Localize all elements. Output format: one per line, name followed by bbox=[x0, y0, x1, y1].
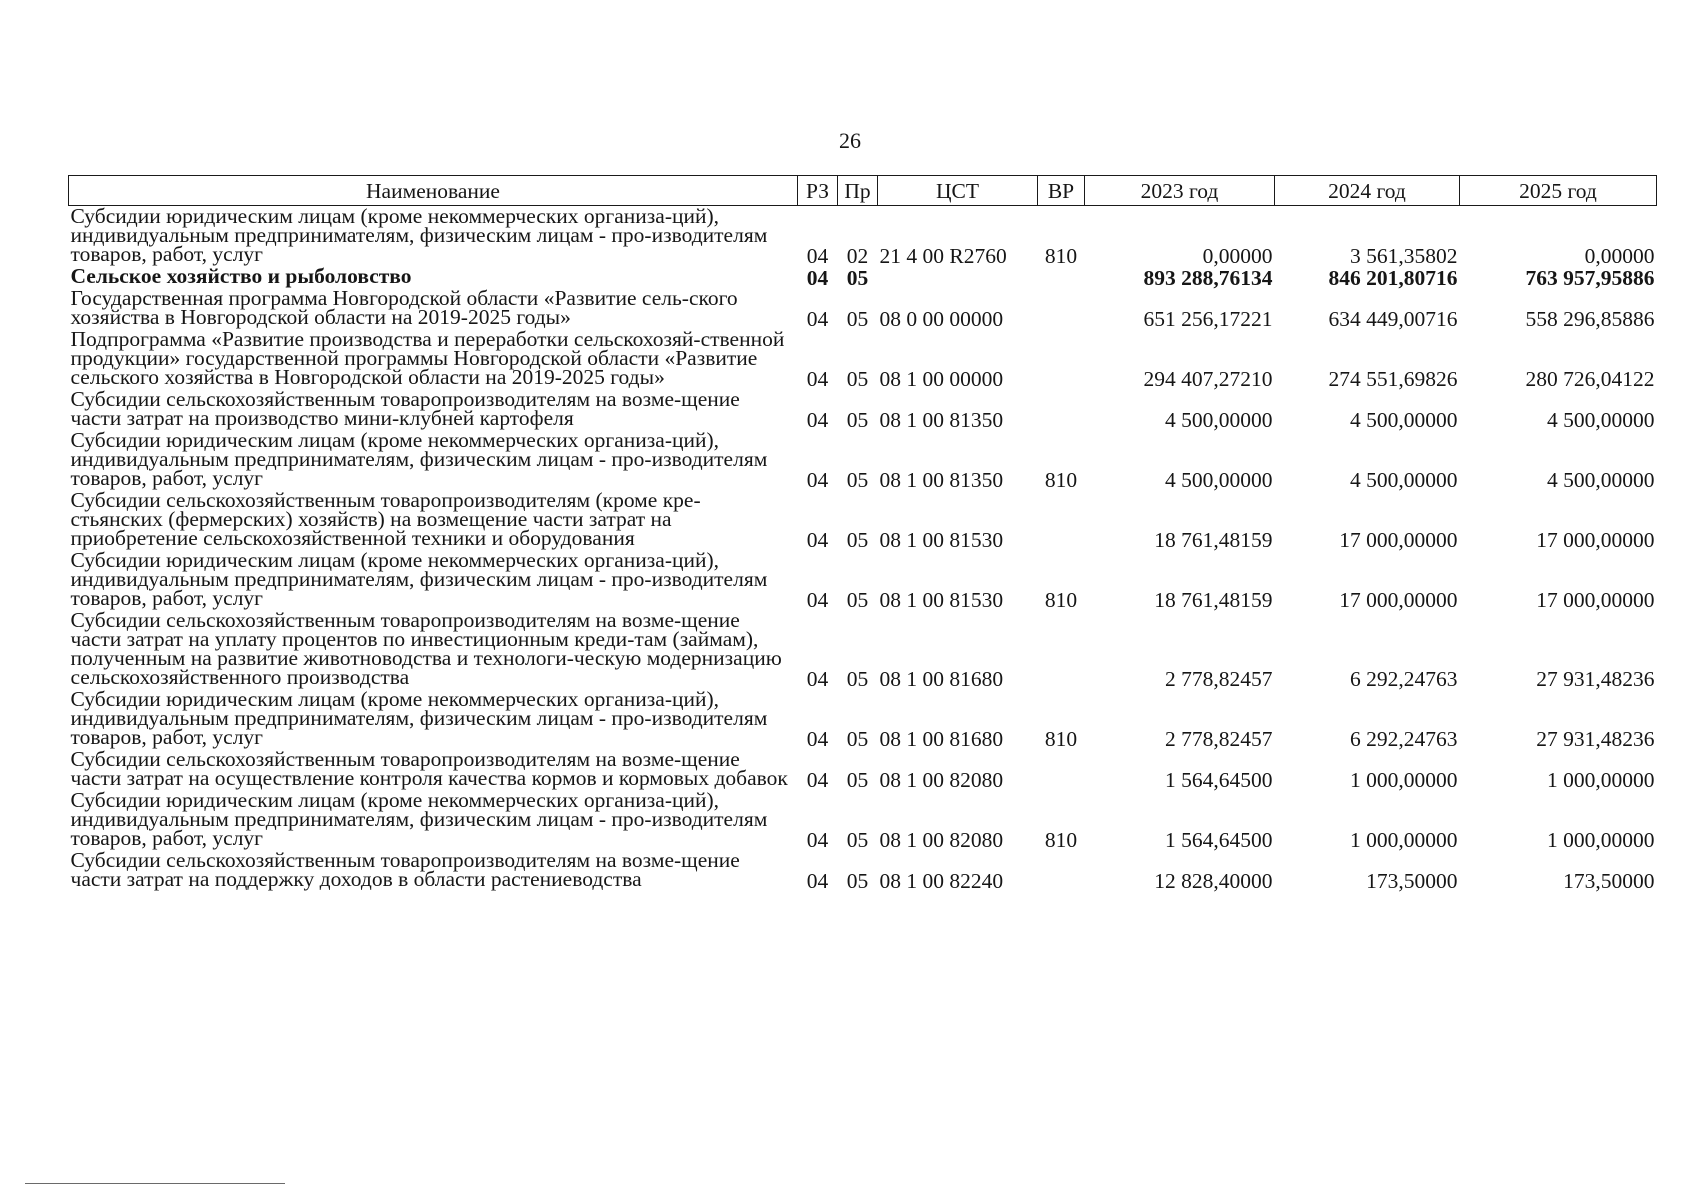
row-name: Субсидии сельскохозяйственным товаропроизводителям на возме-щение части затрат на поддержку доходов в области растениеводства bbox=[70, 848, 740, 891]
row-pr: 05 bbox=[846, 367, 869, 391]
row-pr: 05 bbox=[846, 528, 869, 552]
row-rz: 04 bbox=[806, 266, 829, 290]
row-pr: 05 bbox=[846, 768, 869, 792]
row-2024: 6 292,24763 bbox=[1350, 727, 1458, 751]
row-2023: 4 500,00000 bbox=[1165, 468, 1273, 492]
row-2024: 17 000,00000 bbox=[1339, 528, 1458, 552]
row-2023: 2 778,82457 bbox=[1165, 667, 1273, 691]
row-2024: 6 292,24763 bbox=[1350, 667, 1458, 691]
row-vr: 810 bbox=[1044, 244, 1078, 268]
row-pr: 02 bbox=[846, 244, 869, 268]
row-2025: 1 000,00000 bbox=[1547, 768, 1655, 792]
row-pr: 05 bbox=[846, 828, 869, 852]
row-vr bbox=[1038, 490, 1085, 550]
header-vr: ВР bbox=[1038, 176, 1085, 206]
row-cst: 08 1 00 81680 bbox=[879, 727, 1004, 751]
row-2024: 1 000,00000 bbox=[1350, 768, 1458, 792]
row-vr bbox=[1038, 288, 1085, 329]
row-name: Субсидии юридическим лицам (кроме некоммерческих организа-ций), индивидуальным предпринимателям, физическим лицам - про-изводителям товаров, работ, услуг bbox=[70, 204, 768, 266]
row-vr: 810 bbox=[1044, 588, 1078, 612]
header-pr: Пр bbox=[838, 176, 878, 206]
table-body bbox=[69, 206, 1657, 892]
row-rz: 04 bbox=[806, 307, 829, 331]
row-name: Субсидии сельскохозяйственным товаропроизводителям на возме-щение части затрат на производство мини-клубней картофеля bbox=[70, 387, 740, 430]
row-2023: 893 288,76134 bbox=[1143, 266, 1273, 290]
row-2025: 27 931,48236 bbox=[1536, 727, 1655, 751]
row-cst: 08 1 00 82240 bbox=[879, 869, 1004, 893]
header-cst: ЦСТ bbox=[878, 176, 1038, 206]
row-rz: 04 bbox=[806, 528, 829, 552]
row-vr bbox=[1038, 266, 1085, 288]
row-name: Субсидии юридическим лицам (кроме некоммерческих организа-ций), индивидуальным предпринимателям, физическим лицам - про-изводителям товаров, работ, услуг bbox=[70, 788, 768, 850]
row-2023: 4 500,00000 bbox=[1165, 408, 1273, 432]
header-rz: РЗ bbox=[798, 176, 838, 206]
row-cst: 21 4 00 R2760 bbox=[879, 244, 1007, 268]
row-2024: 846 201,80716 bbox=[1328, 266, 1458, 290]
row-rz: 04 bbox=[806, 667, 829, 691]
row-rz: 04 bbox=[806, 869, 829, 893]
row-2025: 280 726,04122 bbox=[1525, 367, 1655, 391]
table-row bbox=[69, 610, 1657, 689]
table-row bbox=[69, 389, 1657, 430]
row-cst: 08 1 00 81530 bbox=[879, 528, 1004, 552]
row-2023: 2 778,82457 bbox=[1165, 727, 1273, 751]
row-pr: 05 bbox=[846, 468, 869, 492]
row-cst: 08 1 00 81350 bbox=[879, 468, 1004, 492]
row-vr bbox=[1038, 329, 1085, 389]
row-pr: 05 bbox=[846, 588, 869, 612]
row-pr: 05 bbox=[846, 869, 869, 893]
budget-table bbox=[68, 175, 1657, 891]
row-cst: 08 0 00 00000 bbox=[879, 307, 1004, 331]
row-2025: 173,50000 bbox=[1563, 869, 1655, 893]
footer-rule bbox=[25, 1183, 285, 1184]
row-vr bbox=[1038, 850, 1085, 891]
row-rz: 04 bbox=[806, 408, 829, 432]
header-name: Наименование bbox=[69, 176, 798, 206]
row-2023: 0,00000 bbox=[1202, 244, 1273, 268]
row-cst: 08 1 00 81680 bbox=[879, 667, 1004, 691]
row-2025: 0,00000 bbox=[1584, 244, 1655, 268]
row-2023: 12 828,40000 bbox=[1154, 869, 1273, 893]
row-name: Субсидии сельскохозяйственным товаропроизводителям (кроме кре-стьянских (фермерских) хозяйств) на возмещение части затрат на приобретение сельскохозяйственной техники и оборудования bbox=[70, 488, 701, 550]
table-row bbox=[69, 850, 1657, 891]
row-cst: 08 1 00 82080 bbox=[879, 768, 1004, 792]
row-2023: 1 564,64500 bbox=[1165, 768, 1273, 792]
row-vr bbox=[1038, 610, 1085, 689]
row-rz: 04 bbox=[806, 244, 829, 268]
table-row bbox=[69, 749, 1657, 790]
row-2024: 173,50000 bbox=[1366, 869, 1458, 893]
table-row bbox=[69, 430, 1657, 490]
row-rz: 04 bbox=[806, 727, 829, 751]
table-row bbox=[69, 266, 1657, 288]
row-name: Государственная программа Новгородской области «Развитие сель-ского хозяйства в Новгородской области на 2019-2025 годы» bbox=[70, 286, 738, 329]
table-row bbox=[69, 550, 1657, 610]
row-cst: 08 1 00 00000 bbox=[879, 367, 1004, 391]
row-rz: 04 bbox=[806, 468, 829, 492]
row-2023: 18 761,48159 bbox=[1154, 528, 1273, 552]
table-row bbox=[69, 206, 1657, 267]
row-2023: 18 761,48159 bbox=[1154, 588, 1273, 612]
table-row bbox=[69, 490, 1657, 550]
row-2025: 4 500,00000 bbox=[1547, 408, 1655, 432]
row-name: Субсидии юридическим лицам (кроме некоммерческих организа-ций), индивидуальным предпринимателям, физическим лицам - про-изводителям товаров, работ, услуг bbox=[70, 548, 768, 610]
row-rz: 04 bbox=[806, 768, 829, 792]
row-name: Сельское хозяйство и рыболовство bbox=[70, 264, 412, 288]
row-rz: 04 bbox=[806, 367, 829, 391]
row-pr: 05 bbox=[846, 307, 869, 331]
row-2025: 17 000,00000 bbox=[1536, 528, 1655, 552]
header-2024: 2024 год bbox=[1275, 176, 1460, 206]
row-pr: 05 bbox=[846, 727, 869, 751]
row-2024: 1 000,00000 bbox=[1350, 828, 1458, 852]
row-2025: 17 000,00000 bbox=[1536, 588, 1655, 612]
row-2023: 1 564,64500 bbox=[1165, 828, 1273, 852]
row-vr: 810 bbox=[1044, 828, 1078, 852]
page-number: 26 bbox=[839, 128, 861, 153]
table-header bbox=[69, 176, 1657, 206]
row-2024: 274 551,69826 bbox=[1328, 367, 1458, 391]
table-row bbox=[69, 689, 1657, 749]
row-2025: 763 957,95886 bbox=[1525, 266, 1655, 290]
row-vr bbox=[1038, 389, 1085, 430]
row-2025: 27 931,48236 bbox=[1536, 667, 1655, 691]
header-row bbox=[69, 176, 1657, 206]
row-rz: 04 bbox=[806, 828, 829, 852]
table-row bbox=[69, 329, 1657, 389]
row-2024: 3 561,35802 bbox=[1350, 244, 1458, 268]
row-vr: 810 bbox=[1044, 468, 1078, 492]
row-name: Субсидии сельскохозяйственным товаропроизводителям на возме-щение части затрат на осуществление контроля качества кормов и кормовых добавок bbox=[70, 747, 788, 790]
row-2024: 4 500,00000 bbox=[1350, 468, 1458, 492]
row-2025: 4 500,00000 bbox=[1547, 468, 1655, 492]
row-2025: 1 000,00000 bbox=[1547, 828, 1655, 852]
table-row bbox=[69, 288, 1657, 329]
header-2023: 2023 год bbox=[1085, 176, 1275, 206]
row-pr: 05 bbox=[846, 266, 869, 290]
row-name: Субсидии сельскохозяйственным товаропроизводителям на возме-щение части затрат на уплату процентов по инвестиционным креди-там (займам), полученным на развитие животноводства и технологи-ческую модернизацию сельскохозяйственного производства bbox=[70, 608, 782, 689]
row-cst: 08 1 00 82080 bbox=[879, 828, 1004, 852]
row-pr: 05 bbox=[846, 408, 869, 432]
row-name: Субсидии юридическим лицам (кроме некоммерческих организа-ций), индивидуальным предпринимателям, физическим лицам - про-изводителям товаров, работ, услуг bbox=[70, 428, 768, 490]
row-cst: 08 1 00 81350 bbox=[879, 408, 1004, 432]
row-cst: 08 1 00 81530 bbox=[879, 588, 1004, 612]
row-cst bbox=[878, 266, 1038, 288]
row-2024: 4 500,00000 bbox=[1350, 408, 1458, 432]
row-vr bbox=[1038, 749, 1085, 790]
row-2024: 634 449,00716 bbox=[1328, 307, 1458, 331]
row-2023: 651 256,17221 bbox=[1143, 307, 1273, 331]
row-pr: 05 bbox=[846, 667, 869, 691]
table-row bbox=[69, 790, 1657, 850]
row-2023: 294 407,27210 bbox=[1143, 367, 1273, 391]
header-2025: 2025 год bbox=[1460, 176, 1657, 206]
row-2025: 558 296,85886 bbox=[1525, 307, 1655, 331]
row-vr: 810 bbox=[1044, 727, 1078, 751]
row-name: Субсидии юридическим лицам (кроме некоммерческих организа-ций), индивидуальным предпринимателям, физическим лицам - про-изводителям товаров, работ, услуг bbox=[70, 687, 768, 749]
row-2024: 17 000,00000 bbox=[1339, 588, 1458, 612]
row-name: Подпрограмма «Развитие производства и переработки сельскохозяй-ственной продукции» государственной программы Новгородской области «Развитие сельского хозяйства в Новгородской области на 2019-2025 годы» bbox=[70, 327, 785, 389]
row-rz: 04 bbox=[806, 588, 829, 612]
